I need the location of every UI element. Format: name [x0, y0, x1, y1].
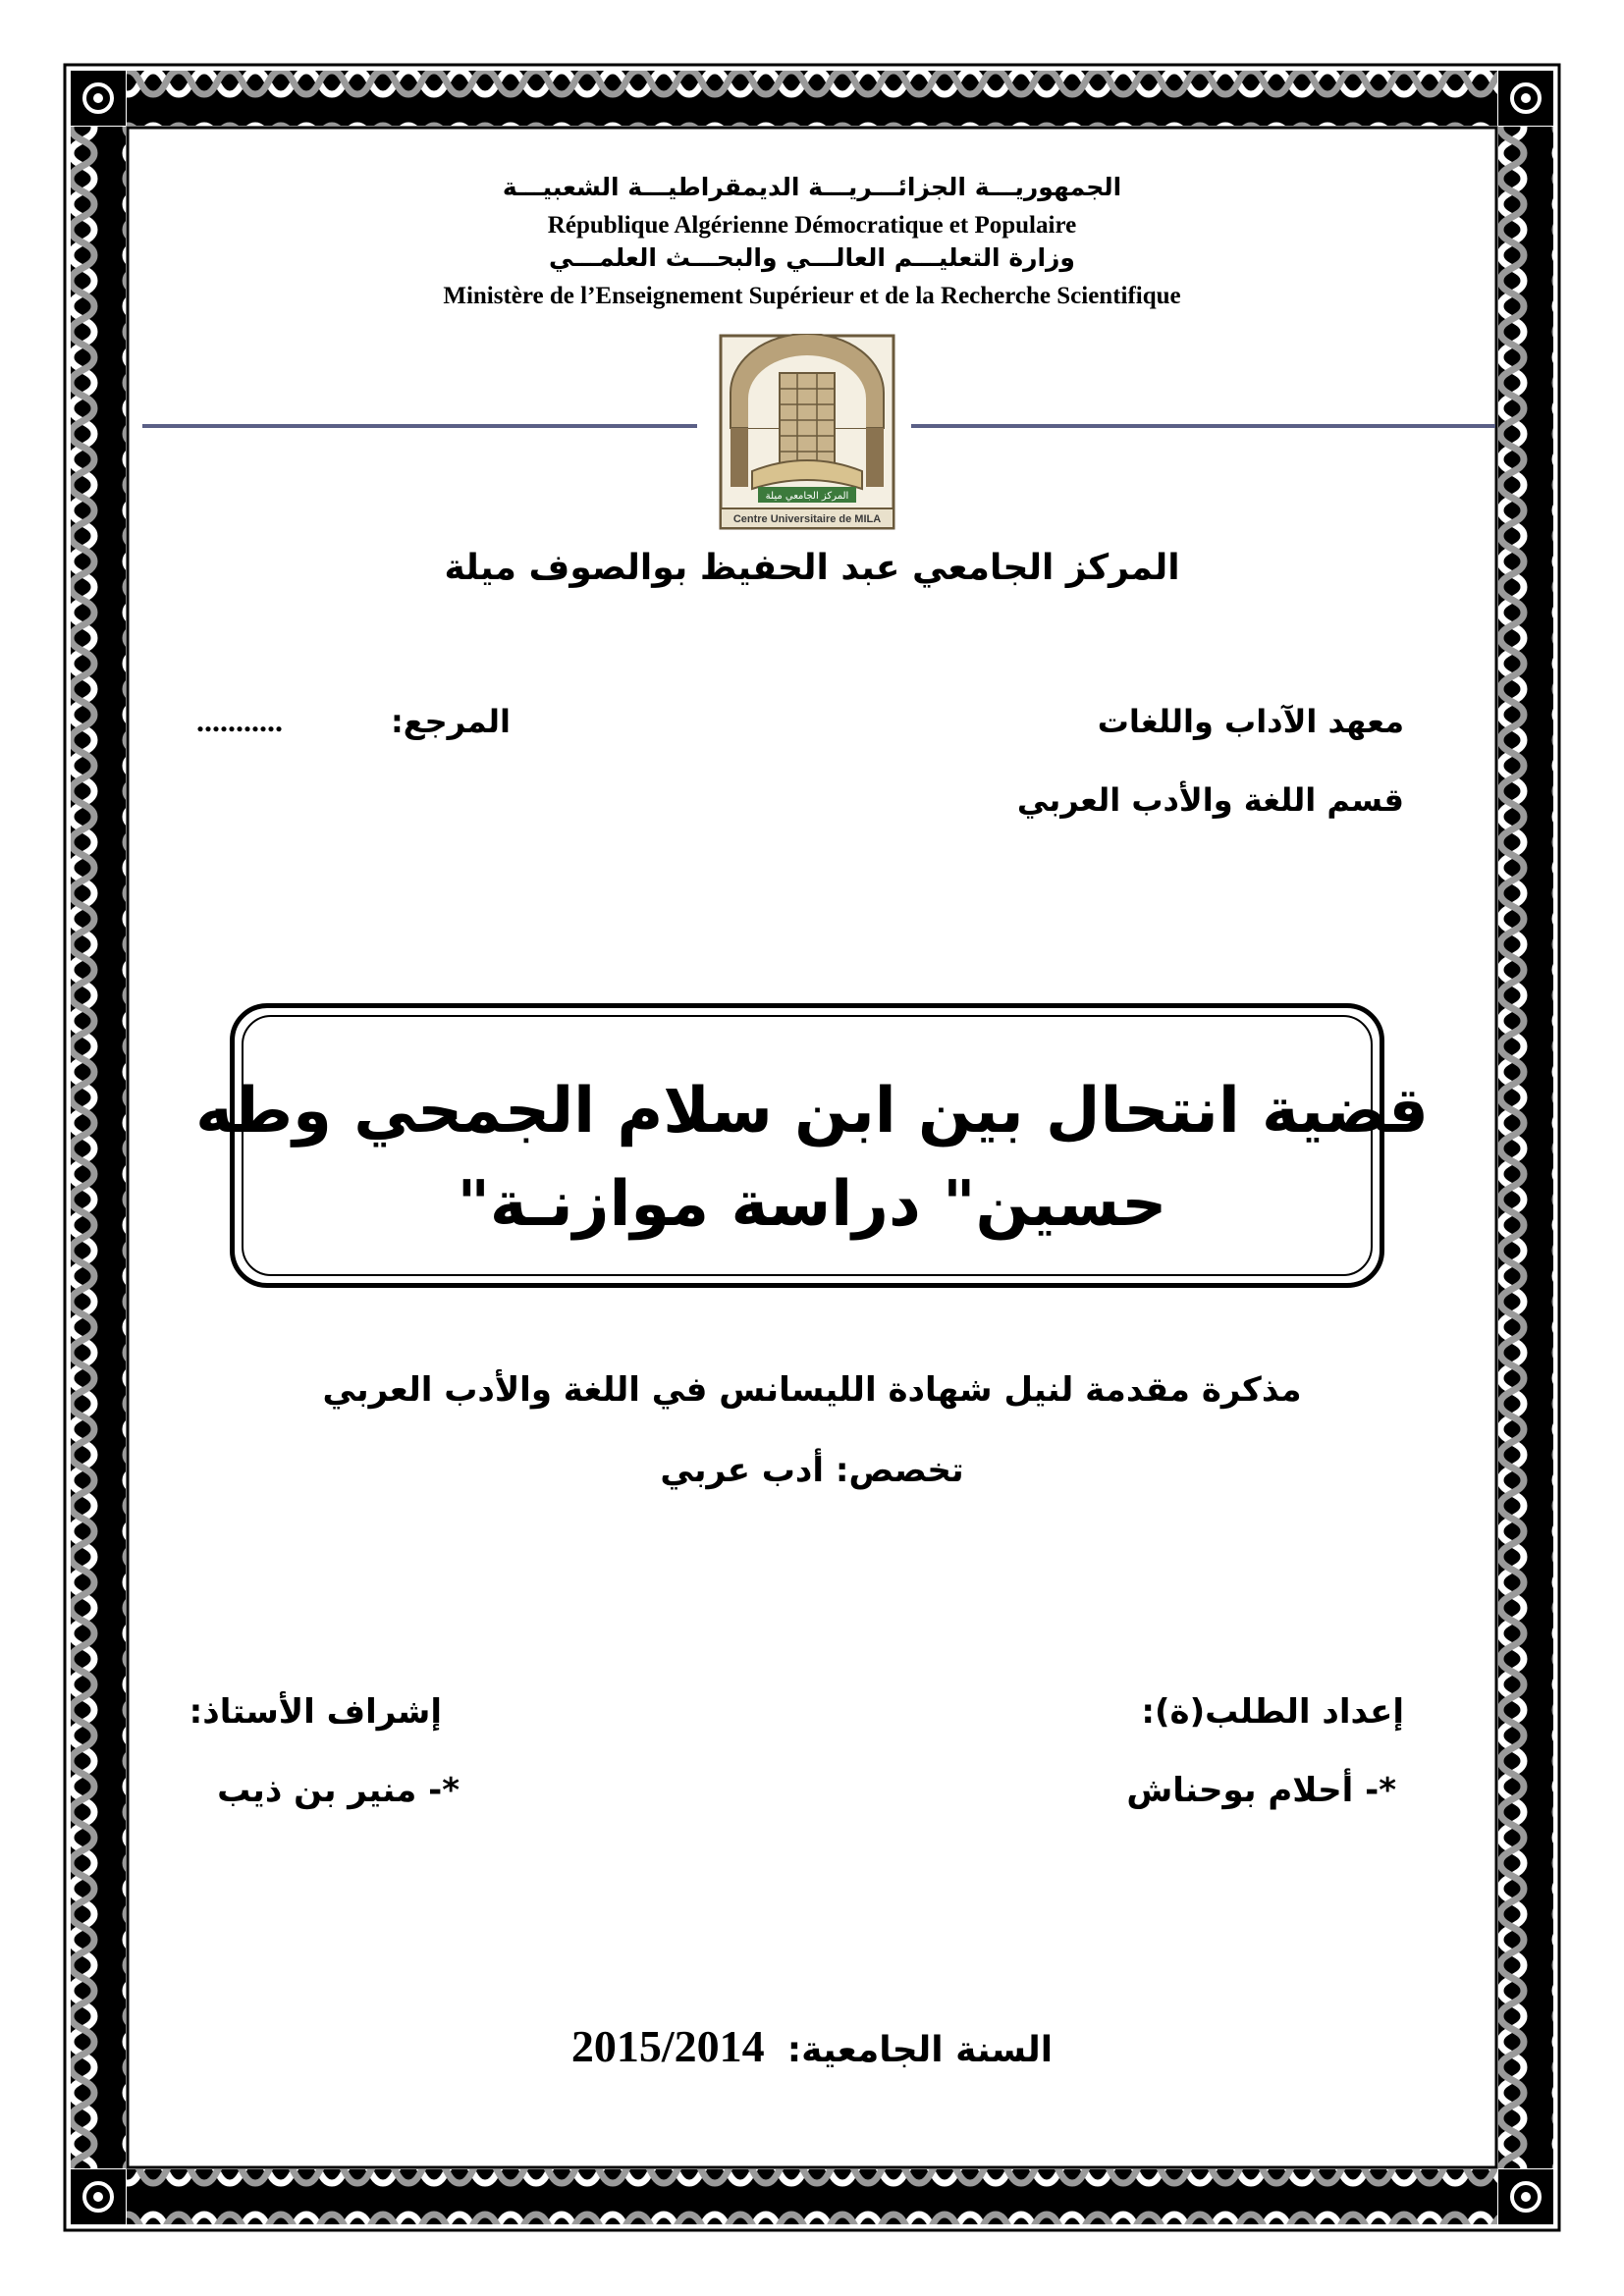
logo-caption: Centre Universitaire de MILA [732, 513, 882, 525]
prepared-by-label: إعداد الطلب(ة): [1141, 1692, 1404, 1732]
supervised-by-label: إشراف الأستاذ: [189, 1692, 442, 1732]
academic-year-label: السنة الجامعية: [786, 2030, 1054, 2070]
academic-year [0, 2020, 1624, 2072]
header-rule-left [142, 424, 697, 428]
reference-value: ........... [196, 703, 283, 738]
thesis-title-line-1: قضية انتحال بين ابن سلام الجمحي وطه [195, 1075, 1429, 1148]
university-name: المركز الجامعي عبد الحفيظ بوالصوف ميلة [444, 548, 1180, 588]
supervisor-name: *- منير بن ذيب [217, 1771, 460, 1810]
memo-description: مذكرة مقدمة لنيل شهادة الليسانس في اللغة والأدب العربي [322, 1370, 1302, 1410]
specialty: تخصص: أدب عربي [660, 1451, 964, 1490]
department-name: قسم اللغة والأدب العربي [1016, 781, 1404, 819]
reference-label: المرجع: [390, 703, 511, 740]
republic-name-arabic: الجمهوريـــة الجزائـــريـــة الديمقراطيـــة الشعبيـــة [502, 173, 1122, 201]
thesis-title-line-2: حسين" دراسة موازنـة" [457, 1168, 1167, 1241]
ministry-name-arabic: وزارة التعليـــم العالـــي والبحـــث العلمـــي [549, 243, 1075, 272]
logo-arabic-caption: المركز الجامعي ميلة [765, 491, 849, 502]
student-name: *- أحلام بوحناش [1126, 1771, 1396, 1810]
ministry-name-french: Ministère de l’Enseignement Supérieur et de la Recherche Scientifique [443, 283, 1181, 309]
academic-year-value: 2015/2014 [570, 2021, 765, 2071]
university-building-logo-icon [719, 334, 895, 530]
header-rule-right [911, 424, 1495, 428]
institute-name: معهد الآداب واللغات [1097, 703, 1404, 740]
republic-name-french: République Algérienne Démocratique et Populaire [547, 212, 1077, 239]
